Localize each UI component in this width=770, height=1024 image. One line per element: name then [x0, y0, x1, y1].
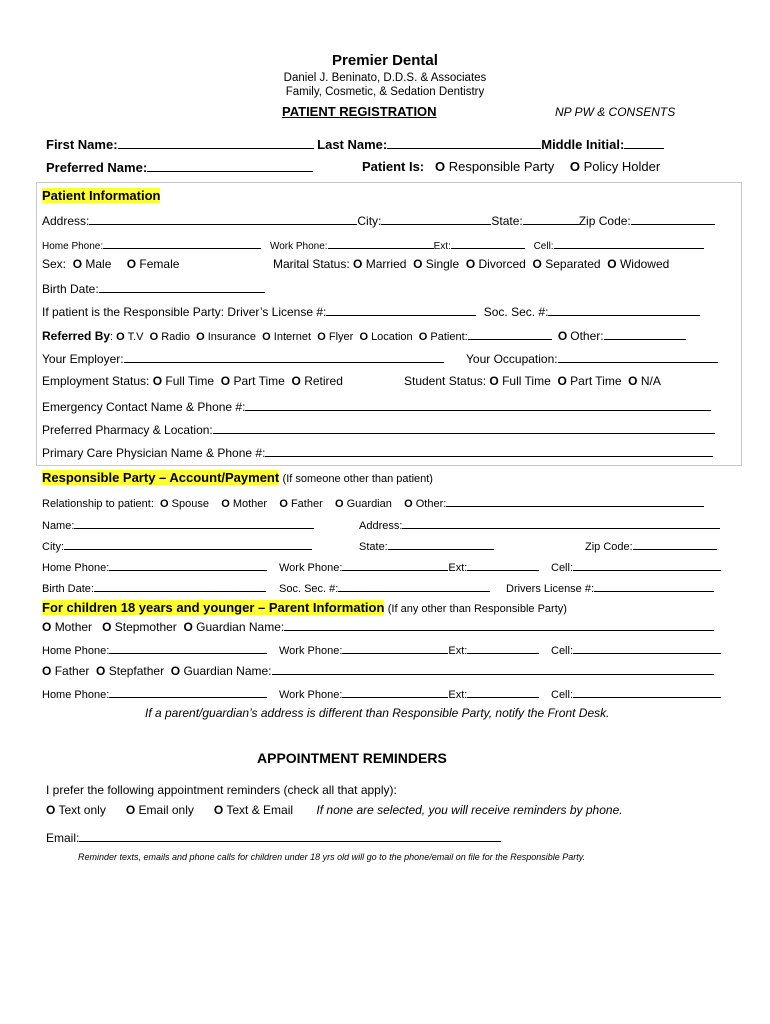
patient-address-row	[42, 212, 715, 228]
birth-date-field[interactable]	[99, 280, 265, 293]
city-label: City:	[357, 214, 382, 228]
relationship-row	[42, 494, 704, 510]
rp-ext-label: Ext:	[448, 562, 468, 574]
father-work-phone-label: Work Phone:	[279, 689, 343, 701]
emergency-contact-field[interactable]	[245, 398, 711, 411]
rp-drivers-field[interactable]	[594, 579, 714, 592]
mother-work-phone-label: Work Phone:	[279, 645, 343, 657]
practice-doctor: Daniel J. Beninato, D.D.S. & Associates	[283, 72, 487, 84]
father-ext-field[interactable]	[467, 685, 539, 698]
employer-field[interactable]	[124, 350, 444, 363]
ext-field[interactable]	[451, 236, 525, 249]
address-label: Address:	[42, 214, 90, 228]
email-only-checkbox[interactable]: O	[125, 803, 136, 817]
rp-city-label: City:	[42, 541, 64, 553]
mother-cell-label: Cell:	[551, 645, 574, 657]
referred-flyer-label: Flyer	[328, 331, 354, 343]
widowed-label: Widowed	[619, 257, 670, 271]
rp-home-phone-field[interactable]	[109, 558, 267, 571]
mother-radio[interactable]: O	[221, 498, 230, 510]
student-na-radio[interactable]: O	[628, 374, 638, 388]
parent-father-label: Father	[54, 664, 90, 678]
separated-label: Separated	[545, 257, 601, 271]
occupation-field[interactable]	[558, 350, 718, 363]
drivers-license-label: If patient is the Responsible Party: Driver’s License #:	[42, 305, 327, 319]
rp-name-label: Name:	[42, 520, 75, 532]
text-only-checkbox[interactable]: O	[46, 803, 56, 817]
rp-drivers-label: Drivers License #:	[506, 583, 595, 595]
rp-name-field[interactable]	[74, 516, 314, 529]
mother-cell-field[interactable]	[573, 641, 721, 654]
mother-phone-row	[42, 641, 267, 657]
children-heading: For children 18 years and younger – Parent Information	[42, 600, 385, 615]
parent-guardian1-radio[interactable]: O	[183, 620, 193, 634]
zip-label: Zip Code:	[578, 214, 631, 228]
father-ext-label: Ext:	[448, 689, 468, 701]
rp-state-row	[359, 537, 494, 553]
preferred-name-field[interactable]	[147, 159, 313, 172]
father-radio[interactable]: O	[279, 498, 288, 510]
rp-work-phone-row	[279, 558, 539, 574]
address-field[interactable]	[89, 212, 357, 225]
rp-birth-date-label: Birth Date:	[42, 583, 94, 595]
mother-work-phone-field[interactable]	[342, 641, 448, 654]
guardian-name-label-2: Guardian Name:	[183, 664, 272, 678]
email-only-label: Email only	[138, 803, 194, 817]
rp-zip-label: Zip Code:	[585, 541, 633, 553]
referred-other-radio[interactable]: O	[557, 329, 568, 343]
parent-stepmother-radio[interactable]: O	[102, 620, 112, 634]
guardian-radio[interactable]: O	[334, 498, 344, 510]
mother-home-phone-field[interactable]	[109, 641, 267, 654]
home-phone-field[interactable]	[103, 236, 261, 249]
reminder-email-row	[46, 829, 501, 845]
occupation-label: Your Occupation:	[466, 352, 558, 366]
referred-internet-radio[interactable]: O	[262, 331, 271, 343]
patient-is-row	[362, 159, 660, 174]
cell-label: Cell:	[533, 241, 554, 252]
rp-ext-field[interactable]	[467, 558, 539, 571]
mother-work-row	[279, 641, 539, 657]
last-name-label: Last Name:	[317, 137, 388, 152]
np-note: NP PW & CONSENTS	[555, 105, 676, 119]
reminders-prefer: I prefer the following appointment reminders (check all that apply):	[46, 783, 397, 797]
state-label: State:	[491, 214, 523, 228]
pharmacy-row	[42, 421, 715, 437]
student-full-time-label: Full Time	[502, 374, 551, 388]
physician-row	[42, 444, 713, 460]
referred-location-label: Location	[371, 331, 413, 343]
marital-label: Marital Status:	[273, 257, 350, 271]
married-label: Married	[365, 257, 407, 271]
soc-sec-label: Soc. Sec. #:	[483, 305, 549, 319]
employer-label: Your Employer:	[42, 352, 124, 366]
zip-field[interactable]	[631, 212, 715, 225]
sex-row	[42, 257, 179, 271]
work-phone-label: Work Phone:	[269, 241, 328, 252]
rp-birth-row	[42, 579, 266, 595]
referred-insurance-radio[interactable]: O	[196, 331, 205, 343]
responsible-party-radio[interactable]: O	[434, 159, 446, 174]
single-label: Single	[425, 257, 460, 271]
home-phone-label: Home Phone:	[42, 241, 104, 252]
referred-insurance-label: Insurance	[207, 331, 257, 343]
referred-other-label: Other:	[570, 329, 604, 343]
rp-phone-row	[42, 558, 267, 574]
patient-phone-row	[42, 236, 704, 252]
marital-row	[273, 257, 669, 271]
referred-internet-label: Internet	[273, 331, 312, 343]
father-phone-row	[42, 685, 267, 701]
father-cell-label: Cell:	[551, 689, 574, 701]
married-radio[interactable]: O	[353, 257, 363, 271]
relationship-other-radio[interactable]: O	[404, 498, 413, 510]
student-part-time-radio[interactable]: O	[557, 374, 567, 388]
widowed-radio[interactable]: O	[607, 257, 617, 271]
relationship-label: Relationship to patient:	[42, 498, 154, 510]
birth-date-label: Birth Date:	[42, 282, 99, 296]
responsible-party-option-label: Responsible Party	[448, 159, 555, 174]
patient-info-heading: Patient Information	[42, 188, 161, 203]
referred-patient-radio[interactable]: O	[418, 331, 428, 343]
separated-radio[interactable]: O	[532, 257, 542, 271]
parent-stepmother-label: Stepmother	[114, 620, 177, 634]
referred-location-radio[interactable]: O	[359, 331, 368, 343]
parent-mother-label: Mother	[54, 620, 93, 634]
reminder-email-label: Email:	[46, 831, 80, 845]
male-radio[interactable]: O	[72, 257, 83, 271]
employment-part-time-label: Part Time	[233, 374, 285, 388]
reminders-heading: APPOINTMENT REMINDERS	[257, 750, 447, 766]
father-work-phone-field[interactable]	[342, 685, 448, 698]
text-email-checkbox[interactable]: O	[213, 803, 224, 817]
spouse-radio[interactable]: O	[160, 498, 169, 510]
first-name-row	[46, 136, 664, 152]
relationship-other-field[interactable]	[446, 494, 704, 507]
student-full-time-radio[interactable]: O	[489, 374, 499, 388]
father-cell-row	[551, 685, 721, 701]
occupation-row	[466, 350, 718, 366]
rp-work-phone-field[interactable]	[342, 558, 448, 571]
female-label: Female	[139, 257, 180, 271]
sex-label: Sex:	[42, 257, 67, 271]
rp-address-row	[359, 516, 720, 532]
referred-flyer-radio[interactable]: O	[317, 331, 326, 343]
rp-state-field[interactable]	[388, 537, 494, 550]
policy-holder-radio[interactable]: O	[569, 159, 580, 174]
address-notice: If a parent/guardian’s address is different than Responsible Party, notify the Front Desk.	[145, 706, 610, 720]
soc-sec-field[interactable]	[548, 303, 700, 316]
mother-cell-row	[551, 641, 721, 657]
rp-soc-sec-field[interactable]	[338, 579, 490, 592]
employment-status-row	[42, 374, 343, 388]
preferred-name-label: Preferred Name:	[46, 160, 148, 175]
state-field[interactable]	[523, 212, 579, 225]
text-email-label: Text & Email	[226, 803, 294, 817]
rp-zip-row	[585, 537, 717, 553]
father-guardian-row	[42, 662, 714, 678]
mother-ext-label: Ext:	[448, 645, 468, 657]
parent-guardian2-radio[interactable]: O	[170, 664, 181, 678]
none-selected-note: If none are selected, you will receive reminders by phone.	[316, 803, 623, 817]
mother-home-phone-label: Home Phone:	[42, 645, 110, 657]
pharmacy-label: Preferred Pharmacy & Location:	[42, 423, 213, 437]
reminder-email-field[interactable]	[79, 829, 501, 842]
rp-cell-row	[551, 558, 721, 574]
practice-name: Premier Dental	[332, 52, 438, 69]
first-name-label: First Name:	[46, 137, 118, 152]
male-label: Male	[85, 257, 112, 271]
work-phone-field[interactable]	[328, 236, 434, 249]
rp-birth-date-field[interactable]	[94, 579, 266, 592]
form-title: PATIENT REGISTRATION	[282, 104, 437, 119]
drivers-license-field[interactable]	[326, 303, 476, 316]
student-na-label: N/A	[640, 374, 661, 388]
referred-by-row: Referred By: O T.V O Radio O Insurance O Internet O Flyer O Location O Patient: O Other:	[42, 327, 686, 343]
parent-stepfather-label: Stepfather	[108, 664, 165, 678]
guardian-name-field-1[interactable]	[284, 618, 714, 631]
rp-city-row	[42, 537, 312, 553]
rp-zip-field[interactable]	[633, 537, 717, 550]
responsible-heading: Responsible Party – Account/Payment	[42, 470, 280, 485]
employment-retired-label: Retired	[304, 374, 343, 388]
employment-retired-radio[interactable]: O	[291, 374, 301, 388]
referred-tv-radio[interactable]: O	[116, 331, 125, 343]
emergency-contact-label: Emergency Contact Name & Phone #:	[42, 400, 246, 414]
student-part-time-label: Part Time	[570, 374, 622, 388]
preferred-row	[46, 159, 313, 175]
mother-guardian-row	[42, 618, 714, 634]
referred-by-label: Referred By	[42, 329, 111, 343]
father-home-phone-field[interactable]	[109, 685, 267, 698]
rp-soc-sec-label: Soc. Sec. #:	[279, 583, 339, 595]
employment-part-time-radio[interactable]: O	[220, 374, 231, 388]
physician-label: Primary Care Physician Name & Phone #:	[42, 446, 266, 460]
guardian-name-label-1: Guardian Name:	[196, 620, 285, 634]
rp-address-field[interactable]	[402, 516, 720, 529]
parent-father-radio[interactable]: O	[42, 664, 52, 678]
last-name-field[interactable]	[387, 136, 541, 149]
children-note: (If any other than Responsible Party)	[387, 603, 567, 615]
rp-home-phone-label: Home Phone:	[42, 562, 110, 574]
guardian-label: Guardian	[346, 498, 392, 510]
emergency-row	[42, 398, 711, 414]
ext-label: Ext:	[433, 241, 451, 252]
student-status-row	[404, 374, 661, 388]
responsible-note: (If someone other than patient)	[282, 473, 433, 485]
father-cell-field[interactable]	[573, 685, 721, 698]
rp-work-phone-label: Work Phone:	[279, 562, 343, 574]
rp-soc-row	[279, 579, 490, 595]
pharmacy-field[interactable]	[213, 421, 715, 434]
employment-full-time-label: Full Time	[165, 374, 215, 388]
cell-field[interactable]	[554, 236, 704, 249]
referred-tv-label: T.V	[127, 331, 144, 343]
policy-holder-option-label: Policy Holder	[583, 159, 661, 174]
reminder-options-row	[46, 803, 623, 817]
rp-state-label: State:	[359, 541, 388, 553]
rp-cell-field[interactable]	[573, 558, 721, 571]
drivers-license-row	[42, 303, 700, 319]
city-field[interactable]	[381, 212, 491, 225]
parent-mother-radio[interactable]: O	[42, 620, 52, 634]
mother-ext-field[interactable]	[467, 641, 539, 654]
employment-full-time-radio[interactable]: O	[152, 374, 163, 388]
referred-other-field[interactable]	[604, 327, 686, 340]
referred-patient-label: Patient:	[430, 331, 468, 343]
rp-city-field[interactable]	[64, 537, 312, 550]
parent-stepfather-radio[interactable]: O	[96, 664, 106, 678]
patient-info-heading-row	[42, 188, 160, 203]
female-radio[interactable]: O	[126, 257, 137, 271]
spouse-label: Spouse	[171, 498, 209, 510]
referred-radio-radio[interactable]: O	[149, 331, 159, 343]
reminders-footer: Reminder texts, emails and phone calls for children under 18 yrs old will go to the phone/email on file for the Responsible Party.	[78, 852, 586, 862]
father-label: Father	[290, 498, 323, 510]
single-radio[interactable]: O	[413, 257, 423, 271]
rp-name-row	[42, 516, 314, 532]
referred-patient-field[interactable]	[468, 327, 552, 340]
divorced-radio[interactable]: O	[465, 257, 476, 271]
mother-label: Mother	[232, 498, 268, 510]
physician-field[interactable]	[265, 444, 713, 457]
employer-row	[42, 350, 444, 366]
referred-radio-label: Radio	[161, 331, 190, 343]
father-home-phone-label: Home Phone:	[42, 689, 110, 701]
guardian-name-field-2[interactable]	[272, 662, 714, 675]
divorced-label: Divorced	[478, 257, 526, 271]
middle-initial-label: Middle Initial:	[541, 137, 625, 152]
father-work-row	[279, 685, 539, 701]
rp-drivers-row	[506, 579, 714, 595]
text-only-label: Text only	[58, 803, 106, 817]
first-name-field[interactable]	[118, 136, 314, 149]
rp-address-label: Address:	[359, 520, 403, 532]
middle-initial-field[interactable]	[624, 136, 664, 149]
birth-date-row	[42, 280, 265, 296]
student-status-label: Student Status:	[404, 374, 487, 388]
responsible-heading-row	[42, 470, 433, 485]
employment-status-label: Employment Status:	[42, 374, 150, 388]
practice-specialties: Family, Cosmetic, & Sedation Dentistry	[285, 86, 485, 98]
relationship-other-label: Other:	[415, 498, 447, 510]
children-heading-row	[42, 600, 567, 615]
patient-is-label: Patient Is:	[362, 159, 425, 174]
rp-cell-label: Cell:	[551, 562, 574, 574]
